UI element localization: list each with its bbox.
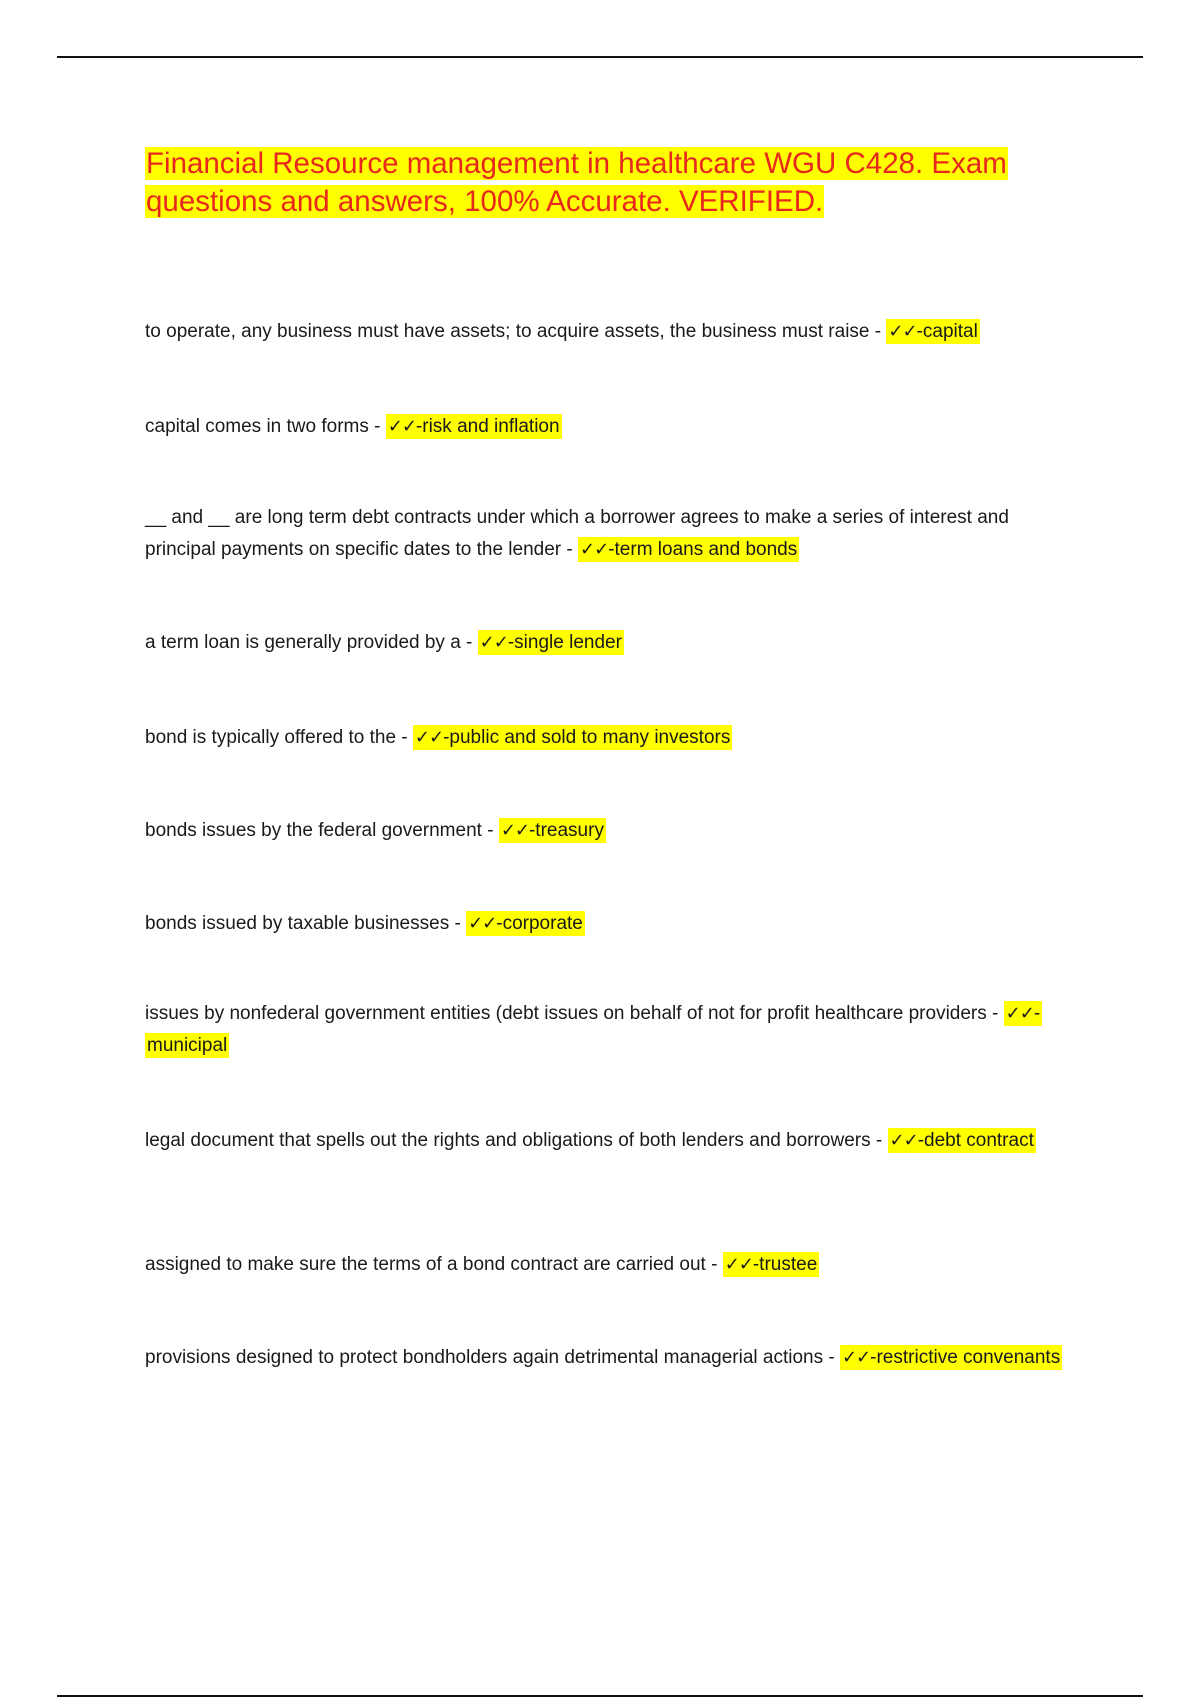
question-text: bond is typically offered to the - bbox=[145, 727, 408, 748]
double-check-icon: ✓✓ bbox=[580, 539, 609, 560]
document-title-text: Financial Resource management in healthcare WGU C428. Exam questions and answers, 100% Accurate. VERIFIED. bbox=[146, 147, 1007, 218]
answer-highlight bbox=[840, 1345, 1062, 1370]
qa-item-10 bbox=[145, 1249, 1080, 1281]
answer-highlight bbox=[888, 1128, 1036, 1153]
answer-highlight bbox=[478, 630, 624, 655]
document-title bbox=[145, 145, 1095, 221]
double-check-icon: ✓✓ bbox=[724, 1254, 753, 1275]
answer-highlight bbox=[578, 537, 799, 562]
answer-highlight bbox=[413, 725, 732, 750]
answer-text: -public and sold to many investors bbox=[443, 727, 731, 748]
qa-item-9 bbox=[145, 1125, 1080, 1157]
answer-text: -term loans and bonds bbox=[608, 539, 798, 560]
question-text: bonds issues by the federal government - bbox=[145, 820, 494, 841]
qa-item-3 bbox=[145, 502, 1080, 566]
qa-item-8 bbox=[145, 998, 1080, 1062]
question-text: a term loan is generally provided by a - bbox=[145, 632, 473, 653]
answer-highlight bbox=[723, 1252, 820, 1277]
answer-highlight bbox=[466, 911, 585, 936]
double-check-icon: ✓✓ bbox=[500, 820, 529, 841]
double-check-icon: ✓✓ bbox=[387, 416, 416, 437]
answer-text: -risk and inflation bbox=[415, 416, 560, 437]
answer-text: -restrictive convenants bbox=[870, 1347, 1061, 1368]
answer-text: -single lender bbox=[507, 632, 622, 653]
question-text: capital comes in two forms - bbox=[145, 416, 381, 437]
question-text: provisions designed to protect bondholders again detrimental managerial actions - bbox=[145, 1347, 835, 1368]
qa-item-4 bbox=[145, 627, 1080, 659]
double-check-icon: ✓✓ bbox=[468, 913, 497, 934]
qa-item-1 bbox=[145, 316, 1080, 348]
answer-text: -municipal bbox=[147, 1003, 1041, 1056]
question-text: assigned to make sure the terms of a bond contract are carried out - bbox=[145, 1254, 718, 1275]
double-check-icon: ✓✓ bbox=[889, 1130, 918, 1151]
qa-item-11 bbox=[145, 1342, 1080, 1374]
answer-highlight bbox=[886, 319, 979, 344]
answer-highlight bbox=[386, 414, 562, 439]
qa-item-6 bbox=[145, 815, 1080, 847]
question-text: to operate, any business must have assets; to acquire assets, the business must raise - bbox=[145, 321, 882, 342]
qa-item-5 bbox=[145, 722, 1080, 754]
qa-item-7 bbox=[145, 908, 1080, 940]
double-check-icon: ✓✓ bbox=[888, 321, 917, 342]
double-check-icon: ✓✓ bbox=[841, 1347, 871, 1368]
answer-text: -capital bbox=[916, 321, 978, 342]
question-text: __ and __ are long term debt contracts under which a borrower agrees to make a series of interest and principal payments on specific dates to the lender - bbox=[145, 507, 1009, 560]
question-text: bonds issued by taxable businesses - bbox=[145, 913, 461, 934]
answer-text: -corporate bbox=[496, 913, 583, 934]
answer-text: -debt contract bbox=[917, 1130, 1034, 1151]
bottom-rule bbox=[57, 1695, 1143, 1697]
double-check-icon: ✓✓ bbox=[479, 632, 508, 653]
double-check-icon: ✓✓ bbox=[414, 727, 444, 748]
question-text: issues by nonfederal government entities (debt issues on behalf of not for profit healthcare providers - bbox=[145, 1003, 999, 1024]
question-text: legal document that spells out the rights and obligations of both lenders and borrowers - bbox=[145, 1130, 883, 1151]
top-rule bbox=[57, 56, 1143, 58]
double-check-icon: ✓✓ bbox=[1005, 1003, 1034, 1024]
answer-text: -trustee bbox=[752, 1254, 818, 1275]
qa-item-2 bbox=[145, 411, 1080, 443]
answer-text: -treasury bbox=[528, 820, 604, 841]
answer-highlight bbox=[499, 818, 606, 843]
